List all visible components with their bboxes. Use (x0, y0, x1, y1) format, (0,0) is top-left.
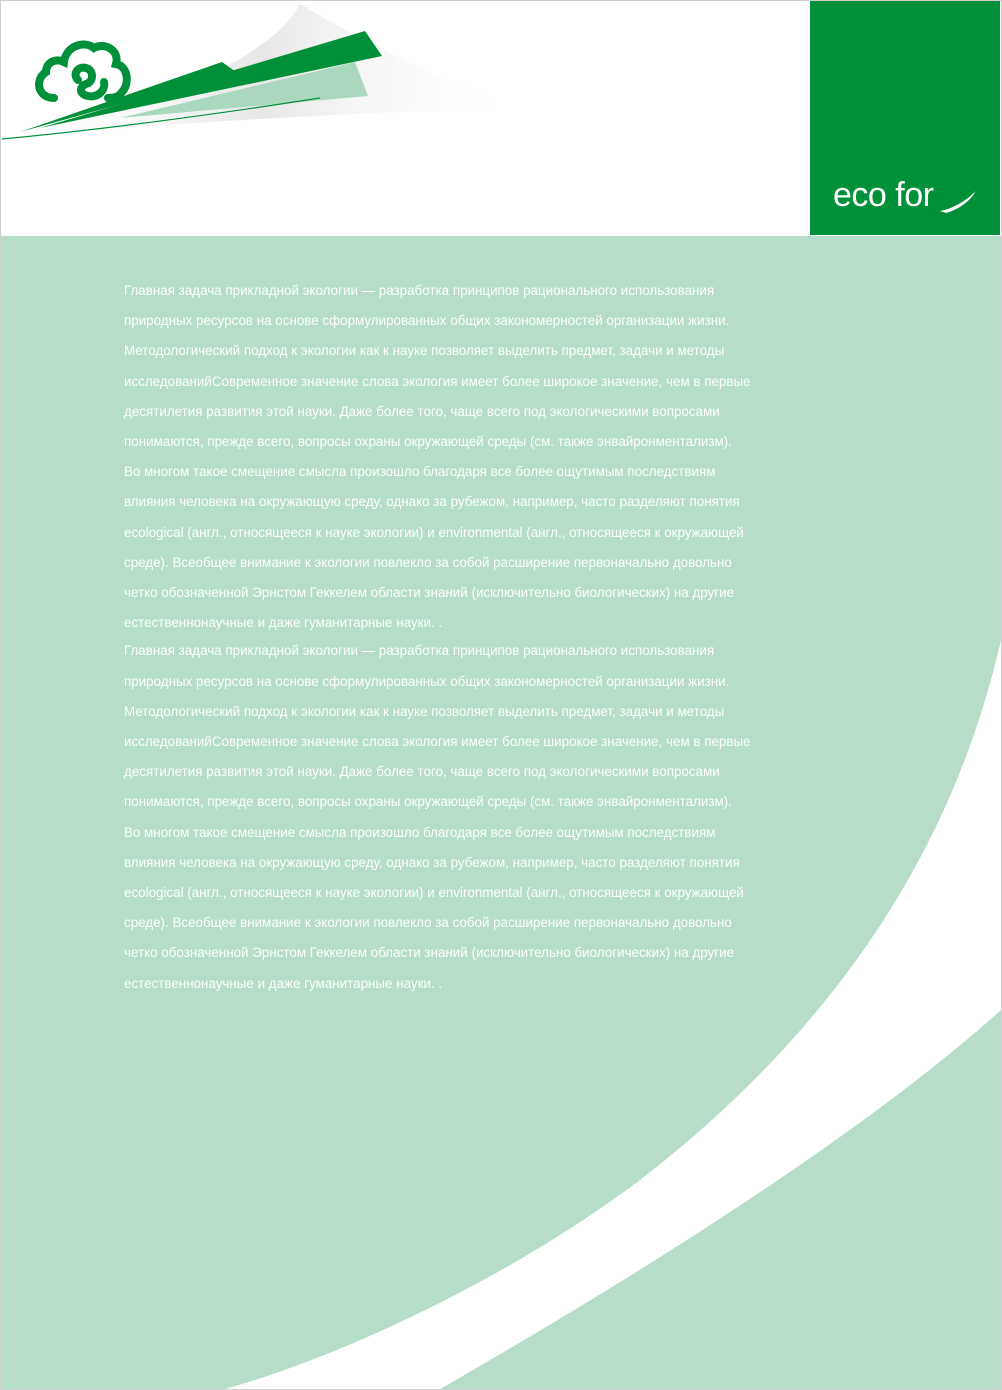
text-line: ecological (англ., относящееся к науке экологии) и environmental (англ., относящееся к окружающей (124, 885, 744, 901)
text-line: понимаются, прежде всего, вопросы охраны окружающей среды (см. также энвайронментализм). (124, 434, 732, 450)
text-block (124, 636, 824, 998)
text-line: природных ресурсов на основе сформулированных общих закономерностей организации жизни. (124, 313, 730, 329)
text-line: понимаются, прежде всего, вопросы охраны окружающей среды (см. также энвайронментализм). (124, 794, 732, 810)
text-line: ecological (англ., относящееся к науке экологии) и environmental (англ., относящееся к окружающей (124, 524, 744, 540)
swoosh-icon (938, 187, 978, 217)
text-block (124, 276, 824, 638)
text-line: десятилетия развития этой науки. Даже более того, чаще всего под экологическими вопросами (124, 403, 720, 419)
brand-name: eco for (833, 176, 934, 214)
text-line: среде). Всеобщее внимание к экологии повлекло за собой расширение первоначально довольно (124, 915, 732, 931)
brand-panel (810, 1, 1000, 235)
text-line: Методологический подход к экологии как к науке позволяет выделить предмет, задачи и методы (124, 703, 725, 719)
text-line: влияния человека на окружающую среду, однако за рубежом, например, часто разделяют понятия (124, 494, 740, 510)
text-line: Главная задача прикладной экологии — разработка принципов рационального использования (124, 643, 715, 659)
text-line: естественнонаучные и даже гуманитарные науки. . (124, 975, 443, 991)
text-line: исследованийСовременное значение слова экология имеет более широкое значение, чем в первые (124, 373, 751, 389)
text-line: Во многом такое смещение смысла произошло благодаря все более ощутимым последствиям (124, 824, 716, 840)
text-line: исследованийСовременное значение слова экология имеет более широкое значение, чем в первые (124, 734, 751, 750)
text-line: четко обозначенной Эрнстом Геккелем области знаний (исключительно биологических) на другие (124, 945, 735, 961)
text-line: Во многом такое смещение смысла произошло благодаря все более ощутимым последствиям (124, 464, 716, 480)
text-line: влияния человека на окружающую среду, однако за рубежом, например, часто разделяют понятия (124, 854, 740, 870)
text-line: природных ресурсов на основе сформулированных общих закономерностей организации жизни. (124, 673, 730, 689)
text-line: среде). Всеобщее внимание к экологии повлекло за собой расширение первоначально довольно (124, 554, 732, 570)
cloud-swirl-logo-icon (32, 36, 134, 106)
text-line: десятилетия развития этой науки. Даже более того, чаще всего под экологическими вопросами (124, 764, 720, 780)
text-line: четко обозначенной Эрнстом Геккелем области знаний (исключительно биологических) на другие (124, 585, 735, 601)
text-line: Главная задача прикладной экологии — разработка принципов рационального использования (124, 283, 715, 298)
body-text (124, 276, 824, 999)
text-line: естественнонаучные и даже гуманитарные науки. . (124, 615, 443, 631)
text-line: Методологический подход к экологии как к науке позволяет выделить предмет, задачи и методы (124, 343, 725, 359)
